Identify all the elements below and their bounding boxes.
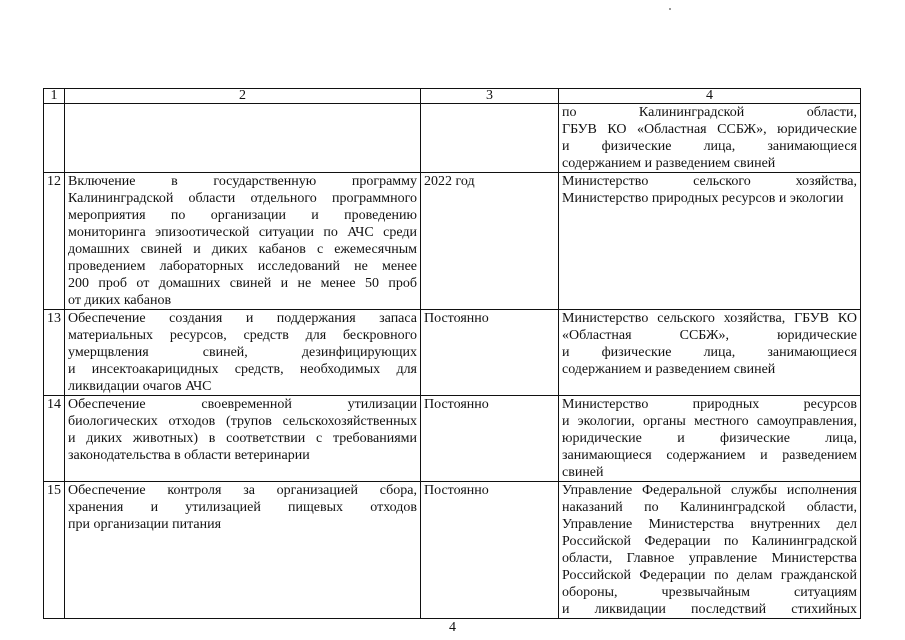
measure-text <box>65 482 421 619</box>
text-line: домашних свиней и диких кабанов с ежемесячным <box>68 242 417 257</box>
table-row <box>44 396 861 482</box>
responsible <box>559 173 861 310</box>
table-row <box>44 310 861 396</box>
text-line: Управление Министерства внутренних дел <box>562 517 857 532</box>
text-line: Обеспечение создания и поддержания запаса <box>68 311 417 326</box>
header-col-2: 2 <box>65 89 421 104</box>
header-col-3: 3 <box>421 89 559 104</box>
header-col-4: 4 <box>559 89 861 104</box>
text-line: ликвидации очагов АЧС <box>68 379 212 394</box>
deadline: Постоянно <box>421 310 559 396</box>
header-col-1: 1 <box>44 89 65 104</box>
text-line: мониторинга эпизоотической ситуации по АЧС среди <box>68 225 417 240</box>
text-line: и физические лица, занимающиеся <box>562 139 857 154</box>
measure-text <box>65 173 421 310</box>
text-line: по Калининградской области, <box>562 105 857 120</box>
text-line: Обеспечение своевременной утилизации <box>68 397 417 412</box>
continuation-num <box>44 104 65 173</box>
text-line: и ликвидации последствий стихийных <box>562 602 857 617</box>
text-line: области, Главное управление Министерства <box>562 551 857 566</box>
text-line: Министерство природных ресурсов <box>562 397 857 412</box>
text-line: и инсектоакарицидных средств, необходимых для <box>68 362 417 377</box>
text-line: обороны, чрезвычайным ситуациям <box>562 585 857 600</box>
deadline: Постоянно <box>421 482 559 619</box>
text-line: Обеспечение контроля за организацией сбора, <box>68 483 417 498</box>
text-line: хранения и утилизацией пищевых отходов <box>68 500 417 515</box>
row-number: 13 <box>44 310 65 396</box>
deadline: Постоянно <box>421 396 559 482</box>
text-line: Министерство сельского хозяйства, <box>562 174 857 189</box>
text-line: и физические лица, занимающиеся <box>562 345 857 360</box>
text-line: умерщвления свиней, дезинфицирующих <box>68 345 417 360</box>
deadline: 2022 год <box>421 173 559 310</box>
text-line: Российской Федерации по делам гражданской <box>562 568 857 583</box>
text-line: юридические и физические лица, <box>562 431 857 446</box>
row-number: 12 <box>44 173 65 310</box>
text-line: Российской Федерации по Калининградской <box>562 534 857 549</box>
measure-text <box>65 310 421 396</box>
responsible <box>559 396 861 482</box>
measures-table <box>43 88 861 619</box>
scan-speck <box>669 8 671 10</box>
text-line: занимающиеся содержанием и разведением <box>562 448 857 463</box>
continuation-col4 <box>559 104 861 173</box>
text-line: 200 проб от домашних свиней и не менее 50 проб <box>68 276 417 291</box>
text-line: мероприятия по организации и проведению <box>68 208 417 223</box>
continuation-col2 <box>65 104 421 173</box>
header-row <box>44 89 861 104</box>
row-number: 14 <box>44 396 65 482</box>
text-line: законодательства в области ветеринарии <box>68 448 310 463</box>
table-row <box>44 482 861 619</box>
text-line: и экологии, органы местного самоуправления, <box>562 414 857 429</box>
text-line: при организации питания <box>68 517 222 532</box>
text-line: Управление Федеральной службы исполнения <box>562 483 857 498</box>
continuation-col3 <box>421 104 559 173</box>
text-line: наказаний по Калининградской области, <box>562 500 857 515</box>
text-line: свиней <box>562 465 604 480</box>
continuation-row <box>44 104 861 173</box>
text-line: ГБУВ КО «Областная ССБЖ», юридические <box>562 122 857 137</box>
responsible <box>559 310 861 396</box>
text-line: Министерство природных ресурсов и экологии <box>562 191 844 206</box>
text-line: материальных ресурсов, средств для бескровного <box>68 328 417 343</box>
page-number: 4 <box>449 620 456 635</box>
table-row <box>44 173 861 310</box>
responsible <box>559 482 861 619</box>
text-line: «Областная ССБЖ», юридические <box>562 328 857 343</box>
measure-text <box>65 396 421 482</box>
text-line: биологических отходов (трупов сельскохозяйственных <box>68 414 417 429</box>
text-line: проведением лабораторных исследований не менее <box>68 259 417 274</box>
text-line: и диких животных) в соответствии с требованиями <box>68 431 417 446</box>
text-line: Включение в государственную программу <box>68 174 417 189</box>
text-line: от диких кабанов <box>68 293 172 308</box>
text-line: Министерство сельского хозяйства, ГБУВ КО <box>562 311 857 326</box>
text-line: Калининградской области отдельного программного <box>68 191 417 206</box>
text-line: содержанием и разведением свиней <box>562 362 776 377</box>
text-line: содержанием и разведением свиней <box>562 156 776 171</box>
row-number: 15 <box>44 482 65 619</box>
